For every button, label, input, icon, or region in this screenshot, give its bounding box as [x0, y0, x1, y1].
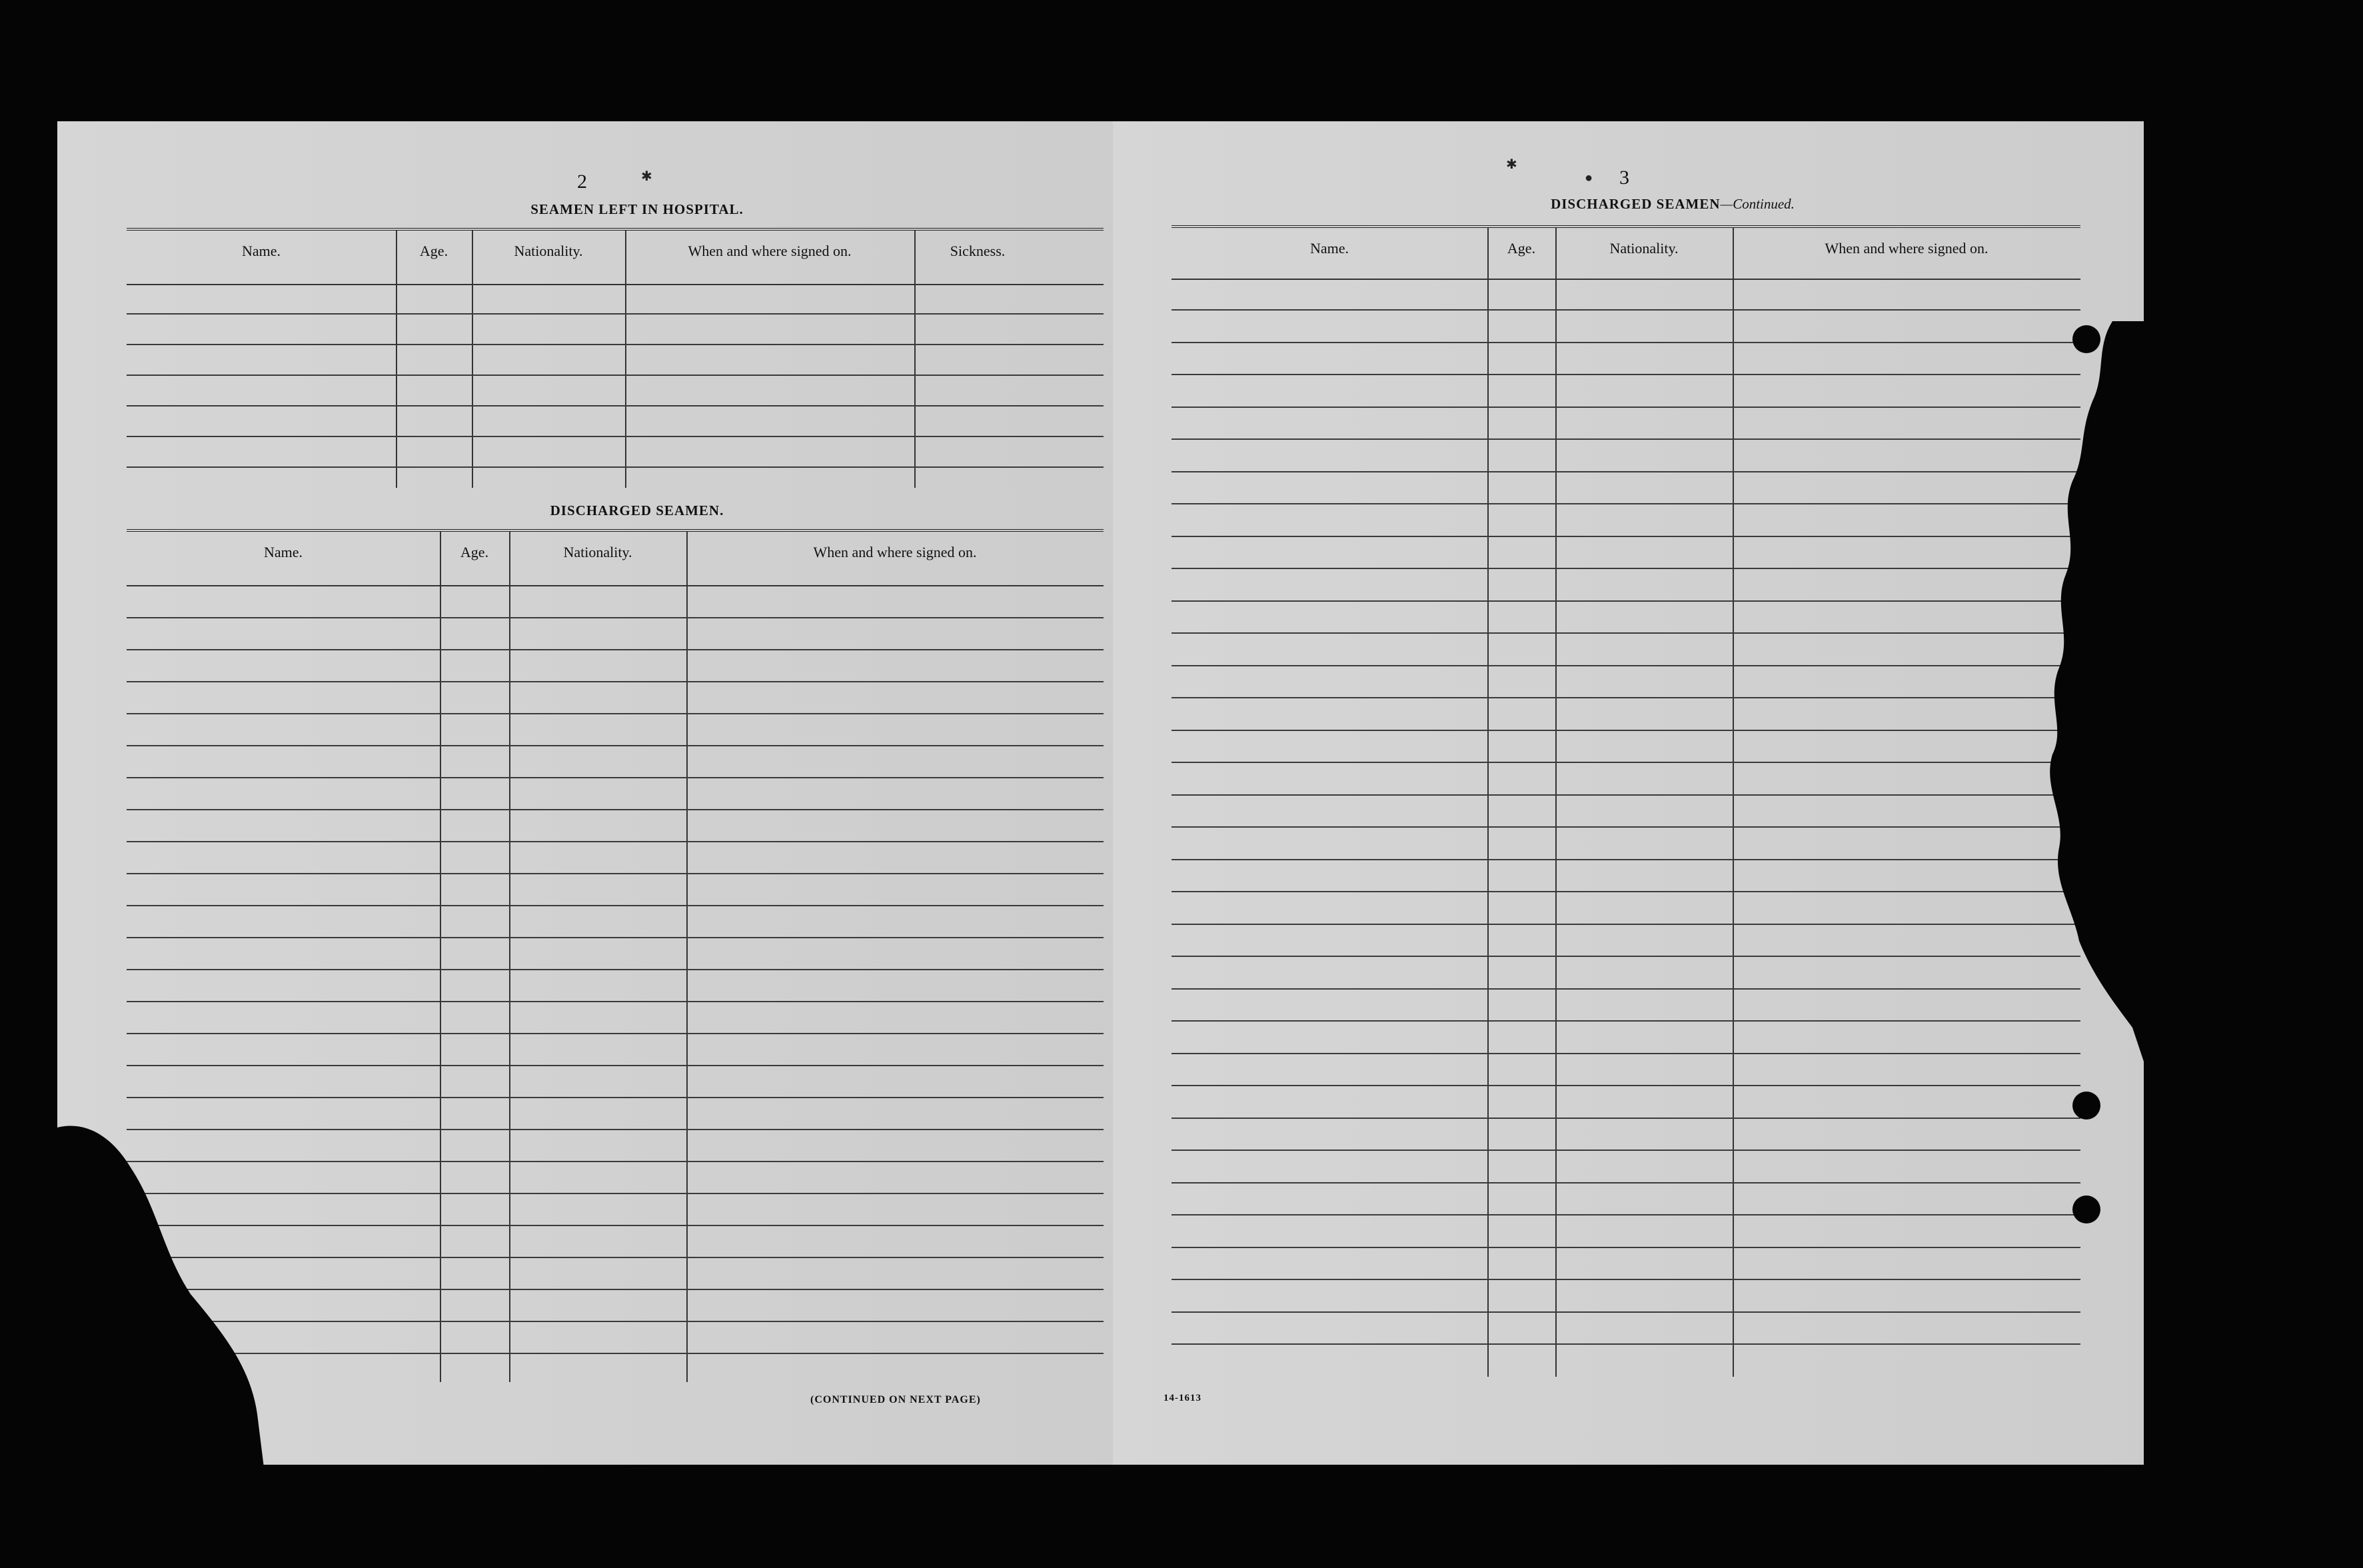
ruled-line: [127, 375, 1104, 376]
ruled-line: [127, 873, 1104, 874]
ruled-line: [1172, 1182, 2080, 1183]
ruled-line: [127, 1065, 1104, 1066]
ruled-line: [127, 617, 1104, 618]
ruled-line: [1172, 600, 2080, 602]
col-signed-on-header: When and where signed on.: [688, 243, 852, 259]
ruled-line: [1172, 1118, 2080, 1119]
column-divider: [686, 532, 688, 1382]
ruled-line: [127, 681, 1104, 682]
ruled-line: [1172, 665, 2080, 666]
column-divider: [509, 532, 510, 1382]
ruled-line: [127, 466, 1104, 468]
ruled-line: [127, 1161, 1104, 1162]
col-sickness-header: Sickness.: [950, 243, 1006, 259]
ruled-line: [1172, 438, 2080, 440]
discharged-continued-title: [1419, 196, 1926, 213]
discharged-continued-table: [1172, 225, 2080, 1377]
ruled-line: [1172, 956, 2080, 957]
ruled-line: [1172, 1343, 2080, 1345]
ruled-line: [127, 1193, 1104, 1194]
ruled-line: [1172, 503, 2080, 504]
page-number: 3: [1619, 167, 1629, 189]
ruled-line: [127, 436, 1104, 437]
ruled-line: [1172, 1053, 2080, 1054]
col-name-header: Name.: [241, 243, 281, 259]
ruled-line: [127, 745, 1104, 746]
right-page: [1113, 121, 2144, 1465]
ruled-line: [127, 1033, 1104, 1034]
ruled-line: [1172, 1247, 2080, 1248]
column-divider: [625, 231, 626, 488]
punch-hole: [2072, 325, 2100, 353]
ruled-line: [127, 809, 1104, 810]
discharged-table: [127, 529, 1104, 1382]
col-nationality-header: Nationality.: [1609, 240, 1679, 257]
ruled-line: [1172, 374, 2080, 375]
ink-mark: ✱: [1506, 157, 1517, 172]
ruled-line: [1172, 859, 2080, 860]
ruled-line: [1172, 988, 2080, 990]
discharged-table-header: [127, 532, 1104, 586]
punch-hole: [2072, 1092, 2100, 1120]
ruled-line: [1172, 1020, 2080, 1022]
torn-edge: [2032, 321, 2146, 1068]
ruled-line: [1172, 342, 2080, 343]
col-nationality-header: Nationality.: [563, 544, 632, 560]
hospital-table-header: [127, 231, 1104, 285]
torn-edge: [57, 1054, 271, 1467]
column-divider: [472, 231, 473, 488]
continued-footer: (CONTINUED ON NEXT PAGE): [810, 1394, 981, 1405]
title-suffix: —Continued.: [1720, 196, 1795, 212]
ruled-line: [127, 937, 1104, 938]
ruled-line: [1172, 406, 2080, 408]
right-table-header: [1172, 228, 2080, 280]
col-age-header: Age.: [419, 243, 448, 259]
col-age-header: Age.: [1507, 240, 1536, 257]
ruled-line: [127, 405, 1104, 406]
title-main: DISCHARGED SEAMEN: [1551, 196, 1721, 212]
col-nationality-header: Nationality.: [514, 243, 583, 259]
ruled-line: [127, 313, 1104, 315]
ruled-line: [127, 649, 1104, 650]
ruled-line: [1172, 1214, 2080, 1215]
ruled-line: [127, 969, 1104, 970]
ruled-line: [1172, 1150, 2080, 1151]
column-divider: [1487, 228, 1489, 1377]
ruled-line: [1172, 924, 2080, 925]
column-divider: [914, 231, 916, 488]
ruled-line: [1172, 632, 2080, 634]
left-page: [57, 121, 1130, 1465]
ruled-line: [1172, 697, 2080, 698]
ruled-line: [127, 905, 1104, 906]
column-divider: [440, 532, 441, 1382]
ruled-line: [1172, 794, 2080, 796]
ruled-line: [127, 841, 1104, 842]
ruled-line: [1172, 309, 2080, 311]
col-name-header: Name.: [1309, 240, 1349, 257]
column-divider: [1555, 228, 1557, 1377]
ruled-line: [1172, 471, 2080, 472]
ink-mark: ✱: [641, 169, 652, 184]
ruled-line: [127, 713, 1104, 714]
ruled-line: [1172, 1279, 2080, 1280]
ruled-line: [127, 1225, 1104, 1226]
ruled-line: [1172, 568, 2080, 569]
column-divider: [396, 231, 397, 488]
ruled-line: [127, 1097, 1104, 1098]
ruled-line: [127, 344, 1104, 345]
hospital-table: [127, 228, 1104, 488]
ruled-line: [127, 777, 1104, 778]
ruled-line: [1172, 1311, 2080, 1313]
col-name-header: Name.: [263, 544, 303, 560]
col-signed-on-header: When and where signed on.: [813, 544, 977, 560]
punch-hole: [2072, 1195, 2100, 1223]
hospital-section-title: SEAMEN LEFT IN HOSPITAL.: [530, 201, 744, 217]
ruled-line: [127, 1129, 1104, 1130]
ink-mark: ●: [1585, 171, 1593, 185]
discharged-section-title: DISCHARGED SEAMEN.: [550, 502, 724, 518]
ruled-line: [127, 1289, 1104, 1290]
ruled-line: [127, 1001, 1104, 1002]
ruled-line: [127, 1353, 1104, 1354]
ruled-line: [127, 1257, 1104, 1258]
ruled-line: [1172, 1085, 2080, 1086]
page-number: 2: [577, 171, 587, 193]
ruled-line: [1172, 826, 2080, 828]
column-divider: [1733, 228, 1734, 1377]
ruled-line: [1172, 536, 2080, 537]
ruled-line: [1172, 730, 2080, 731]
col-age-header: Age.: [460, 544, 489, 560]
ruled-line: [127, 1321, 1104, 1322]
ruled-line: [1172, 762, 2080, 763]
col-signed-on-header: When and where signed on.: [1825, 240, 1988, 257]
form-number: 14-1613: [1164, 1393, 1201, 1403]
ruled-line: [1172, 891, 2080, 892]
